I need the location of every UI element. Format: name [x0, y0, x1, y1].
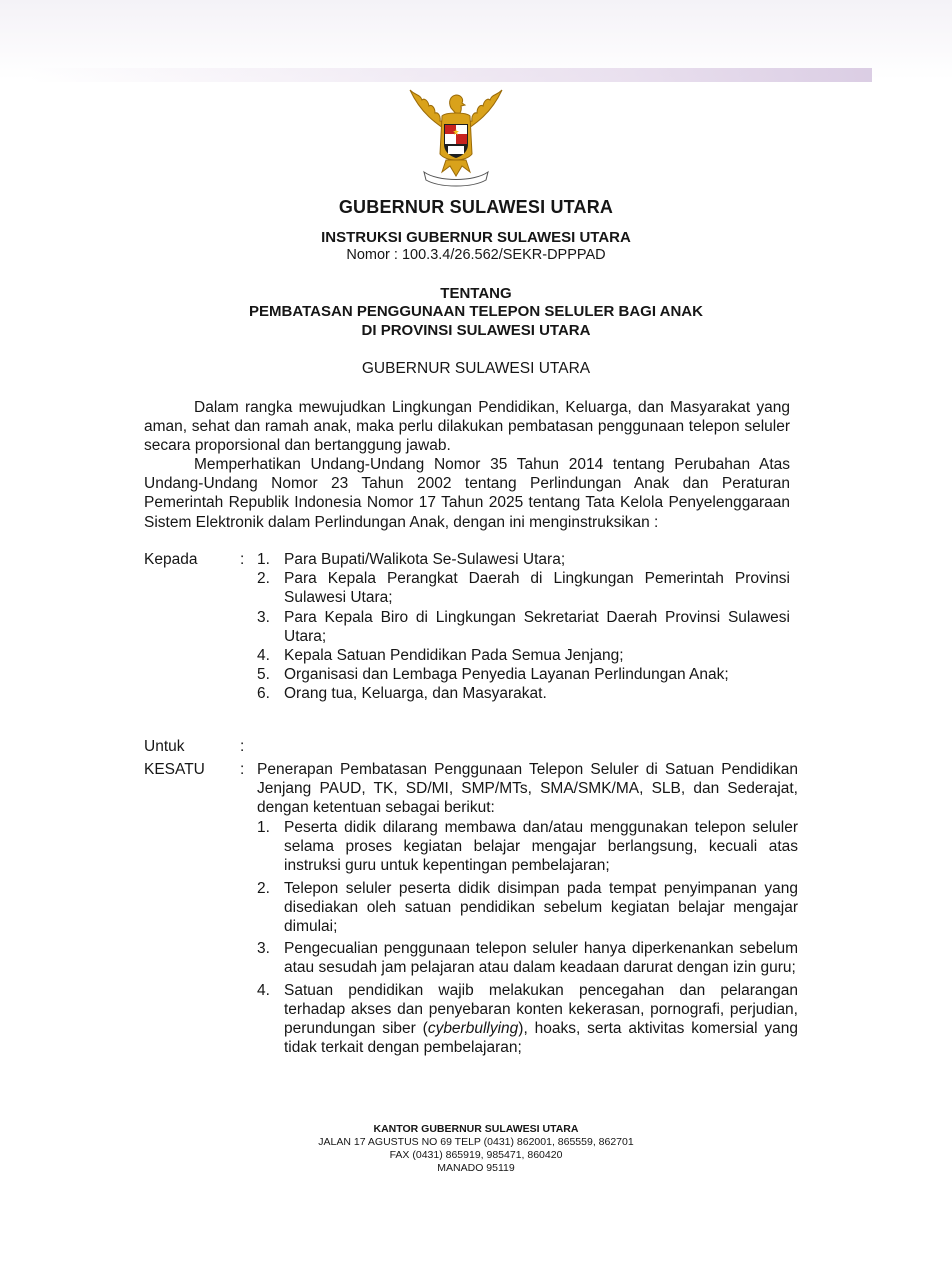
preamble-paragraph-2: Memperhatikan Undang-Undang Nomor 35 Tahun 2014 tentang Perubahan Atas Undang-Undang Nomor 23 Tahun 2002 tentang Perlindungan Anak dan Peraturan Pemerintah Republik Indonesia Nomor 17 Tahun 2025 tentang Tata Kelola Penyelenggaraan Sistem Elektronik dalam Perlindungan Anak, dengan ini menginstruksikan :: [144, 456, 790, 531]
list-item: [257, 569, 790, 607]
list-item-number: 2.: [257, 570, 270, 588]
subject-line-1: PEMBATASAN PENGGUNAAN TELEPON SELULER BAGI ANAK: [249, 303, 703, 320]
footer-address: JALAN 17 AGUSTUS NO 69 TELP (0431) 862001, 865559, 862701: [318, 1136, 634, 1148]
list-item: [257, 879, 798, 937]
list-item-number: 3.: [257, 940, 270, 958]
list-item-text: Para Kepala Perangkat Daerah di Lingkungan Pemerintah Provinsi Sulawesi Utara;: [284, 570, 790, 607]
list-item: [257, 646, 790, 665]
kepada-colon: :: [240, 551, 245, 568]
kesatu-provisions-list: [257, 818, 798, 1060]
garuda-pancasila-emblem-icon: [402, 86, 510, 190]
list-item: [257, 608, 790, 646]
list-item-text: Organisasi dan Lembaga Penyedia Layanan Perlindungan Anak;: [284, 666, 729, 684]
footer-city: MANADO 95119: [437, 1162, 515, 1174]
list-item-number: 2.: [257, 879, 270, 897]
kesatu-colon: :: [240, 761, 245, 778]
footer-office: KANTOR GUBERNUR SULAWESI UTARA: [373, 1123, 579, 1135]
untuk-colon: :: [240, 738, 245, 755]
kepada-label: Kepada: [144, 551, 198, 568]
list-item: [257, 818, 798, 876]
list-item-number: 6.: [257, 685, 270, 703]
governor-title: GUBERNUR SULAWESI UTARA: [338, 197, 614, 217]
kepada-list: [257, 550, 790, 704]
list-item-text: Para Kepala Biro di Lingkungan Sekretariat Daerah Provinsi Sulawesi Utara;: [284, 608, 790, 645]
preamble-paragraph-1: Dalam rangka mewujudkan Lingkungan Pendidikan, Keluarga, dan Masyarakat yang aman, sehat dan ramah anak, maka perlu dilakukan pembatasan penggunaan telepon seluler secara proporsional dan bertanggung jawab.: [144, 399, 790, 455]
list-item-text: Kepala Satuan Pendidikan Pada Semua Jenjang;: [284, 647, 624, 665]
list-item: [257, 684, 790, 703]
list-item-number: 5.: [257, 666, 270, 684]
about-label: TENTANG: [440, 285, 512, 302]
list-item: [257, 981, 798, 1058]
list-item-number: 4.: [257, 981, 270, 999]
list-item-text: Telepon seluler peserta didik disimpan pada tempat penyimpanan yang disediakan oleh satuan pendidikan sebelum kegiatan belajar mengajar dimulai;: [284, 879, 798, 936]
list-item-number: 4.: [257, 647, 270, 665]
instruction-title: INSTRUKSI GUBERNUR SULAWESI UTARA: [321, 229, 631, 246]
kesatu-label: KESATU: [144, 761, 205, 778]
scan-edge-shadow: [30, 68, 872, 82]
list-item-text-before: Satuan pendidikan wajib melakukan pencegahan dan pelarangan terhadap akses dan penyebaran konten kekerasan, pornografi, perjudian, perundungan siber (: [284, 981, 798, 1038]
list-item-text: Orang tua, Keluarga, dan Masyarakat.: [284, 685, 547, 703]
list-item-text: Peserta didik dilarang membawa dan/atau menggunakan telepon seluler selama proses kegiatan belajar mengajar berlangsung, kecuali atas instruksi guru untuk kepentingan pembelajaran;: [284, 819, 798, 875]
list-item-text-italic: cyberbullying: [427, 1020, 519, 1038]
list-item-text-after: ), hoaks, serta aktivitas komersial yang tidak terkait dengan pembelajaran;: [284, 1020, 798, 1057]
list-item: [257, 665, 790, 684]
issuer-name: GUBERNUR SULAWESI UTARA: [361, 360, 591, 377]
untuk-label: Untuk: [144, 738, 185, 755]
kesatu-intro-text: Penerapan Pembatasan Penggunaan Telepon Seluler di Satuan Pendidikan Jenjang PAUD, TK, SD/MI, SMP/MTs, SMA/SMK/MA, SLB, dan Sederajat, dengan ketentuan sebagai berikut:: [257, 761, 798, 817]
list-item: [257, 939, 798, 977]
list-item-number: 1.: [257, 551, 270, 568]
list-item-number: 3.: [257, 608, 270, 626]
list-item: [257, 550, 790, 569]
list-item-text: Para Bupati/Walikota Se-Sulawesi Utara;: [284, 551, 566, 568]
list-item-number: 1.: [257, 819, 270, 836]
subject-line-2: DI PROVINSI SULAWESI UTARA: [361, 322, 591, 339]
footer-fax: FAX (0431) 865919, 985471, 860420: [389, 1149, 563, 1161]
list-item-text: Pengecualian penggunaan telepon seluler hanya diperkenankan sebelum atau sesudah jam pelajaran atau dalam keadaan darurat dengan izin guru;: [284, 940, 798, 977]
document-number: Nomor : 100.3.4/26.562/SEKR-DPPPAD: [346, 247, 606, 263]
